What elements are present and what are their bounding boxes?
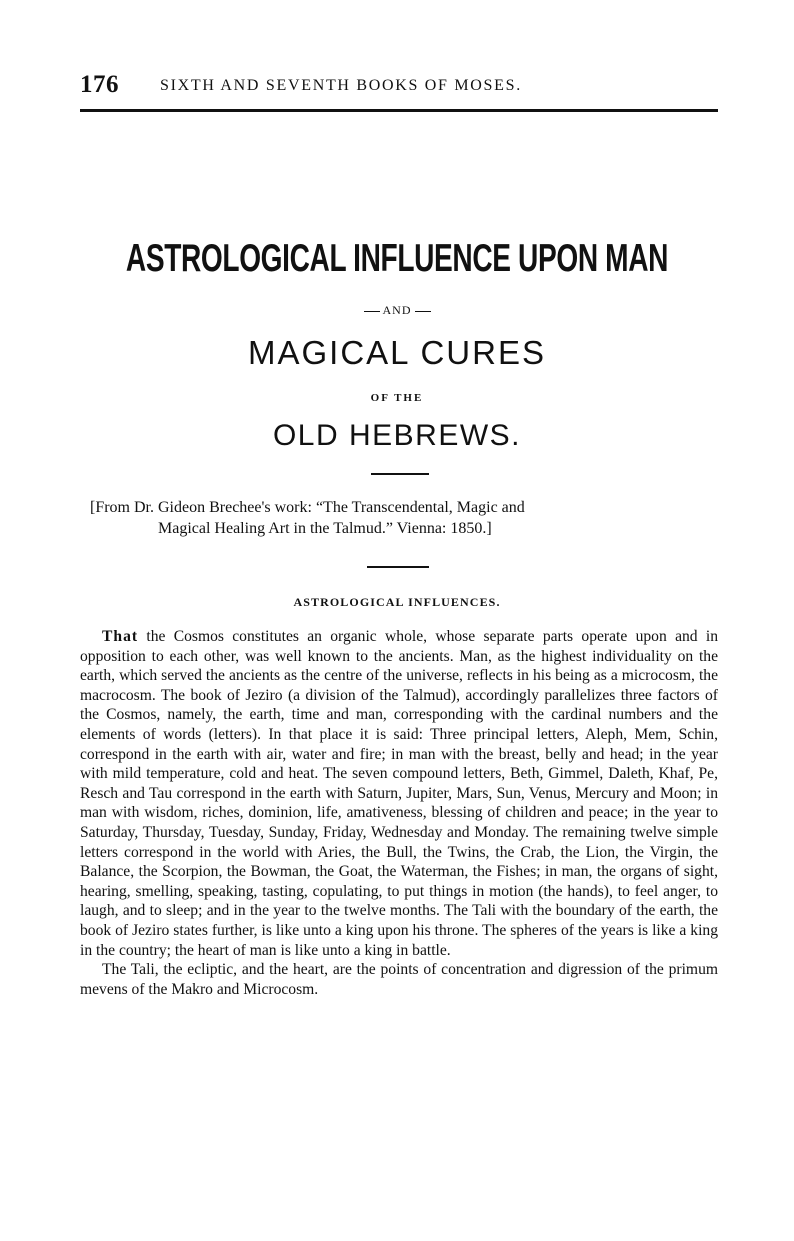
source-note-line-2: Magical Healing Art in the Talmud.” Vienna: 1850.] (158, 520, 492, 537)
paragraph: The Tali, the ecliptic, and the heart, are the points of concentration and digression of the primum mevens of the Makro and Microcosm. (80, 961, 718, 998)
section-heading: ASTROLOGICAL INFLUENCES. (293, 595, 501, 609)
divider-rule (371, 473, 429, 475)
running-title: SIXTH AND SEVENTH BOOKS OF MOSES. (160, 77, 522, 94)
divider-rule (367, 566, 429, 568)
subtitle-old-hebrews: OLD HEBREWS. (272, 419, 522, 452)
paragraph (80, 627, 718, 960)
source-note (90, 497, 720, 539)
paragraph-first-word: That (102, 628, 139, 645)
main-title: ASTROLOGICAL INFLUENCE UPON MAN (125, 237, 669, 280)
and-connector (0, 303, 794, 317)
source-note-line-1: [From Dr. Gideon Brechee's work: “The Transcendental, Magic and (90, 499, 525, 516)
dash-right (415, 311, 431, 312)
paragraph-text: the Cosmos constitutes an organic whole, whose separate parts operate upon and in opposition to each other, was well known to the ancients. Man, as the highest individuality on the earth, which served the ancients as the centre of the universe, reflects in his being as a microcosm, the macrocosm. The book of Jeziro (a division of the Talmud), accordingly parallelizes three factors of the Cosmos, namely, the earth, time and man, corresponding with the cardinal numbers and the elements of words (letters). In that place it is said: Three principal letters, Aleph, Mem, Schin, correspond in the earth with air, water and fire; in man with the breast, belly and head; in the year with mild temperature, cold and heat. The seven compound letters, Beth, Gimmel, Daleth, Khaf, Pe, Resch and Tau correspond in the earth with Saturn, Jupiter, Mars, Sun, Venus, Mercury and Moon; in man with wisdom, riches, dominion, life, amativeness, blessing of children and peace; in the year to Saturday, Thursday, Tuesday, Sunday, Friday, Wednesday and Monday. The remaining twelve simple letters correspond in the world with Aries, the Bull, the Twins, the Crab, the Lion, the Virgin, the Balance, the Scorpion, the Bowman, the Goat, the Waterman, the Fishes; in man, the organs of sight, hearing, smelling, speaking, tasting, copulating, to put things in motion (the hands), to feel anger, to laugh, and to sleep; and in the year to the twelve months. The Tali with the boundary of the earth, the book of Jeziro states further, is like unto a king upon his throne. The spheres of the years is like a king in the country; the heart of man is like unto a king in battle. (80, 628, 718, 959)
body-text (80, 627, 718, 999)
header-rule (80, 109, 718, 112)
running-head (80, 70, 720, 102)
and-text: AND (382, 303, 412, 317)
subtitle-magical-cures: MAGICAL CURES (248, 334, 546, 371)
page-number: 176 (80, 71, 119, 98)
of-the-connector: OF THE (370, 392, 424, 404)
dash-left (364, 311, 380, 312)
